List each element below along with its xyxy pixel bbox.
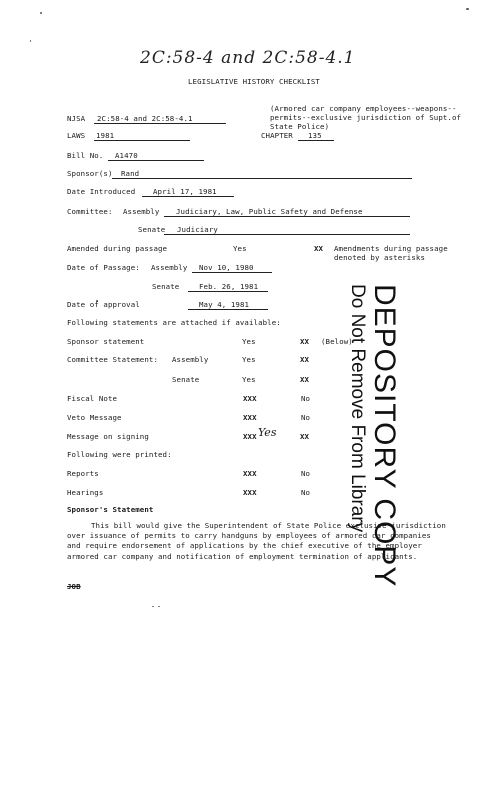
reports-no: No bbox=[301, 469, 311, 478]
committee-senate-value: Judiciary bbox=[177, 225, 218, 234]
page-title: LEGISLATIVE HISTORY CHECKLIST bbox=[188, 77, 320, 86]
committee-assembly-yes: Yes bbox=[242, 355, 256, 364]
committee-assembly-underline bbox=[164, 216, 410, 217]
amended-note-2: denoted by asterisks bbox=[334, 253, 425, 262]
reports-label: Reports bbox=[67, 469, 99, 478]
scan-speck bbox=[30, 40, 31, 42]
sponsor-statement-mark: XX bbox=[300, 337, 310, 346]
approval-underline bbox=[188, 309, 268, 310]
chapter-underline bbox=[298, 140, 334, 141]
date-introduced-underline bbox=[142, 196, 234, 197]
message-mark: XXX bbox=[243, 432, 257, 441]
laws-underline bbox=[94, 140, 190, 141]
below-note: (Below) bbox=[321, 337, 353, 346]
subject-line-2: permits--exclusive jurisdiction of Supt.of bbox=[270, 113, 462, 122]
committee-statement-senate: Senate bbox=[172, 375, 200, 384]
stamp-line-1: DEPOSITORY COPY bbox=[368, 284, 401, 588]
attached-label: Following statements are attached if available: bbox=[67, 318, 281, 327]
amended-note-1: Amendments during passage bbox=[334, 244, 448, 253]
hearings-label: Hearings bbox=[67, 488, 104, 497]
njsa-underline bbox=[94, 123, 226, 124]
committee-senate-yes: Yes bbox=[242, 375, 256, 384]
initials: JOB bbox=[67, 582, 81, 591]
passage-assembly-label: Assembly bbox=[151, 263, 188, 272]
sponsor-statement-yes: Yes bbox=[242, 337, 256, 346]
laws-value: 1981 bbox=[96, 131, 115, 140]
passage-assembly-underline bbox=[192, 272, 272, 273]
committee-assembly-label: Assembly bbox=[123, 207, 160, 216]
committee-label: Committee: bbox=[67, 207, 113, 216]
message-no-mark: XX bbox=[300, 432, 310, 441]
printed-label: Following were printed: bbox=[67, 450, 172, 459]
passage-senate-value: Feb. 26, 1981 bbox=[199, 282, 259, 291]
sponsor-label: Sponsor(s) bbox=[67, 169, 113, 178]
bill-underline bbox=[108, 160, 204, 161]
stamp-line-2: Do Not Remove From Library bbox=[347, 284, 368, 533]
scan-speck bbox=[152, 606, 154, 607]
passage-label: Date of Passage: bbox=[67, 263, 140, 272]
sponsor-statement-heading: Sponsor's Statement bbox=[67, 505, 154, 514]
bill-label: Bill No. bbox=[67, 151, 104, 160]
date-introduced-label: Date Introduced bbox=[67, 187, 136, 196]
hearings-no: No bbox=[301, 488, 311, 497]
sponsor-value: Rand bbox=[121, 169, 140, 178]
scan-speck bbox=[158, 606, 160, 607]
handwritten-heading: 2C:58-4 and 2C:58-4.1 bbox=[140, 48, 356, 68]
subject-line-1: (Armored car company employees--weapons-- bbox=[270, 104, 457, 113]
amended-mark: XX bbox=[314, 244, 324, 253]
message-label: Message on signing bbox=[67, 432, 149, 441]
bill-value: A1470 bbox=[115, 151, 138, 160]
message-handwritten-yes: Yes bbox=[258, 426, 277, 439]
approval-value: May 4, 1981 bbox=[199, 300, 250, 309]
subject-line-3: State Police) bbox=[270, 122, 330, 131]
sponsor-statement-text: This bill would give the Superintendent of State Police exclusive jurisdiction over issuance of permits to carry handguns by employees of armored car companies and require endorsement of applications by the chief executive of the employer armored car company and notification of employment termination of applicants. bbox=[67, 521, 446, 561]
passage-senate-underline bbox=[188, 291, 268, 292]
reports-mark: XXX bbox=[243, 469, 257, 478]
fiscal-label: Fiscal Note bbox=[67, 394, 118, 403]
committee-statement-assembly: Assembly bbox=[172, 355, 209, 364]
fiscal-mark: XXX bbox=[243, 394, 257, 403]
chapter-label: CHAPTER bbox=[261, 131, 293, 140]
sponsor-statement-label: Sponsor statement bbox=[67, 337, 145, 346]
fiscal-no: No bbox=[301, 394, 311, 403]
committee-senate-mark: XX bbox=[300, 375, 310, 384]
passage-senate-label: Senate bbox=[152, 282, 180, 291]
depository-stamp bbox=[346, 284, 400, 587]
scan-speck bbox=[466, 8, 469, 10]
njsa-value: 2C:58-4 and 2C:58-4.1 bbox=[97, 114, 193, 123]
committee-assembly-mark: XX bbox=[300, 355, 310, 364]
sponsor-underline bbox=[112, 178, 412, 179]
committee-assembly-value: Judiciary, Law, Public Safety and Defense bbox=[176, 207, 363, 216]
laws-label: LAWS bbox=[67, 131, 86, 140]
njsa-label: NJSA bbox=[67, 114, 86, 123]
committee-senate-underline bbox=[164, 234, 410, 235]
committee-senate-label: Senate bbox=[138, 225, 166, 234]
scan-speck bbox=[40, 12, 42, 14]
passage-assembly-value: Nov 10, 1980 bbox=[199, 263, 254, 272]
veto-no: No bbox=[301, 413, 311, 422]
committee-statement-label: Committee Statement: bbox=[67, 355, 158, 364]
veto-label: Veto Message bbox=[67, 413, 122, 422]
hearings-mark: XXX bbox=[243, 488, 257, 497]
amended-label: Amended during passage bbox=[67, 244, 168, 253]
amended-yes: Yes bbox=[233, 244, 247, 253]
date-introduced-value: April 17, 1981 bbox=[153, 187, 217, 196]
chapter-value: 135 bbox=[308, 131, 322, 140]
veto-mark: XXX bbox=[243, 413, 257, 422]
approval-label: Date of approval bbox=[67, 300, 140, 309]
